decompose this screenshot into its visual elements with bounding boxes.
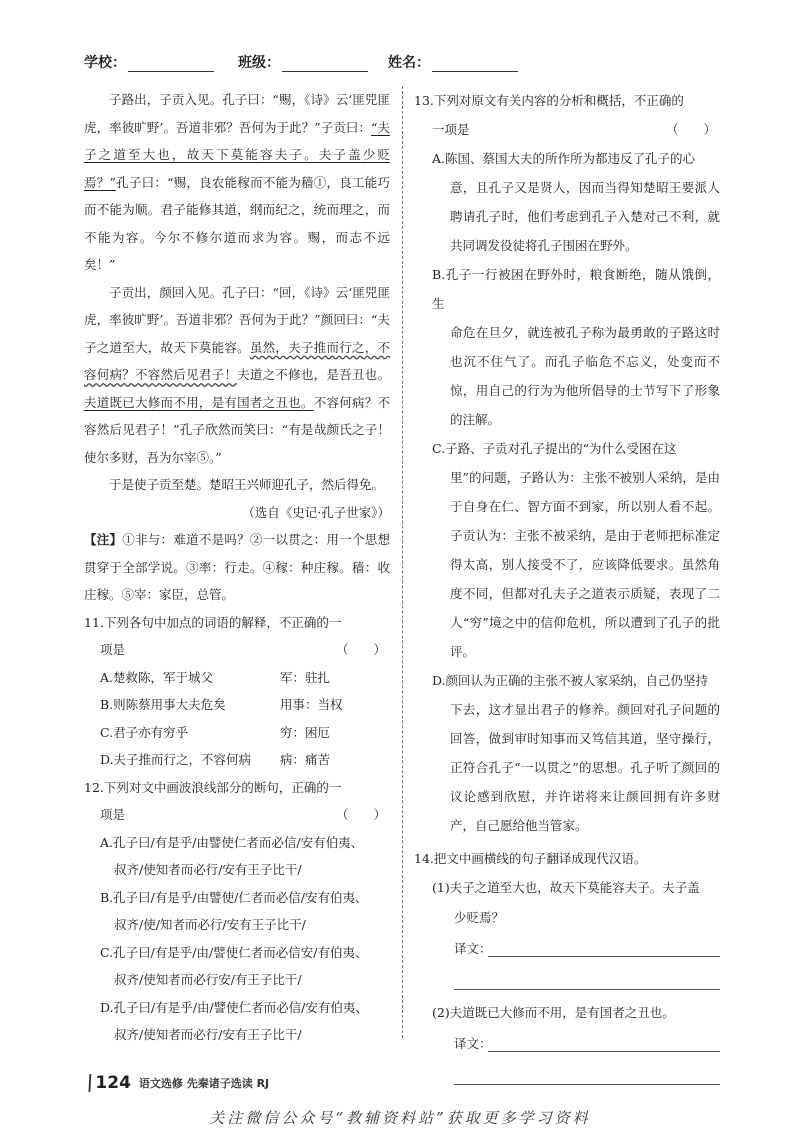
page-slash-icon: \	[81, 1070, 98, 1096]
class-label: 班级：	[238, 55, 280, 71]
translation-1-line-2[interactable]	[454, 963, 720, 990]
q12-option-b: B.孔子曰/有是乎/由譬使/仁者而必信/安有伯夷、 叔齐/使/知者而必行/安有王子比干/	[100, 889, 368, 932]
passage-paragraph-3: 于是使子贡至楚。楚昭王兴师迎孔子，然后得免。	[109, 477, 385, 492]
page-footer	[81, 1070, 270, 1096]
right-column	[414, 86, 720, 1085]
passage-paragraph-1: 子路出，子贡入见。孔子曰：“赐，《诗》云‘匪兕匪虎，率彼旷野’。吾道非邪？吾何为于此？”子贡曰：“夫子之道至大也，故天下莫能容夫子。夫子盖少贬焉？”孔子曰：“赐，良农能稼而不能为穑①，良工能巧而不能为顺。君子能修其道，纲而纪之，统而理之，而不能为容。今尔不修尔道而求为容。赐，而志不远矣！”	[84, 92, 390, 272]
student-info-header	[84, 52, 724, 74]
left-column	[84, 86, 390, 1049]
watermark-text: 关注微信公众号“教辅资料站”获取更多学习资料	[209, 1109, 591, 1127]
question-14	[414, 844, 720, 1085]
answer-bracket[interactable]: （ ）	[335, 642, 386, 657]
question-12	[84, 774, 390, 1049]
passage-paragraph-2: 子贡出，颜回入见。孔子曰：“回，《诗》云‘匪兕匪虎，率彼旷野’。吾道非邪？吾何为于此？”颜回曰：“夫子之道至大，故天下莫能容。虽然，夫子推而行之，不容何病？不容然后见君子！夫道之不修也，是吾丑也。夫道既已大修而不用，是有国者之丑也。不容何病？不容然后见君子！”孔子欣然而笑曰：“有是哉颜氏之子！使尔多财，吾为尔宰⑤。”	[84, 284, 390, 465]
school-blank[interactable]	[128, 55, 214, 72]
q13-option-b: B.孔子一行被困在野外时，粮食断绝，随从饿倒，生 命危在旦夕，就连被孔子称为最勇敢的子路这时也沉不住气了。而孔子临危不忘义，处变而不惊，用自己的行为为他所倡导的士节写下了形象的注解。	[432, 267, 720, 427]
q12-option-a: A.孔子曰/有是乎/由譬使仁者而必信/安有伯夷、 叔齐/使知者而必行/安有王子比干/	[100, 834, 364, 877]
name-blank[interactable]	[432, 55, 518, 72]
q14-sentence-2: (2)夫道既已大修而不用，是有国者之丑也。	[432, 1005, 675, 1020]
answer-bracket[interactable]: （ ）	[335, 807, 386, 822]
question-11	[84, 609, 390, 774]
notes-label: 【注】	[84, 532, 123, 547]
q13-option-a: A.陈国、蔡国大夫的所作所为都违反了孔子的心 意，且孔子又是贤人，因而当得知楚昭王要派人聘请孔子时，他们考虑到孔子入楚对己不利，就共同调发役徒将孔子围困在野外。	[432, 151, 720, 253]
wavy-underlined-text: 虽然，夫子推而行之，不容何病？不容然后见君子！	[84, 339, 390, 382]
q13-option-d: D.颜回认为正确的主张不被人家采纳，自己仍坚持 下去，这才显出君子的修养。颜回对孔子问题的回答，做到审时知事而又笃信其道，坚守操行，正符合孔子“一以贯之”的思想。孔子听了颜回的议论感到欣慰，并许诺将来让颜回拥有许多财产，自己愿给他当管家。	[432, 673, 720, 833]
q12-stem: 12.下列对文中画波浪线部分的断句，正确的一	[84, 779, 342, 795]
q11-stem-line-2: 项是 （ ）	[84, 636, 390, 664]
translation-1-line[interactable]	[454, 933, 720, 963]
annotations: 【注】①非与：难道不是吗？②一以贯之：用一个思想贯穿于全部学说。③率：行走。④稼：种庄稼。穑：收庄稼。⑤宰：家臣，总管。	[84, 532, 390, 602]
page-number: 124	[95, 1073, 131, 1093]
underlined-sentence-2: 夫道既已大修而不用，是有国者之丑也。	[84, 394, 314, 410]
question-13	[414, 86, 720, 840]
column-divider	[402, 86, 403, 1038]
q12-stem-line-2: 项是 （ ）	[84, 801, 390, 829]
q13-stem: 13.下列对原文有关内容的分析和概括，不正确的	[414, 93, 684, 108]
translation-2-line[interactable]	[454, 1028, 720, 1058]
q11-option-d: D.夫子推而行之，不容何病 病：痛苦	[100, 752, 331, 767]
q14-sentence-1: (1)夫子之道至大也，故天下莫能容夫子。夫子盖 少贬焉？	[432, 880, 700, 925]
q11-option-c: C.君子亦有穷乎 穷：困厄	[100, 724, 331, 740]
book-title: 语文选修 先秦诸子选读 RJ	[138, 1077, 270, 1090]
class-blank[interactable]	[282, 55, 368, 72]
q11-option-a: A.楚救陈，军于城父 军：驻扎	[100, 669, 331, 685]
name-label: 姓名：	[388, 55, 430, 71]
q12-option-d: D.孔子曰/有是乎/由/譬使仁者而必信/安有伯夷、 叔齐/使知者而必行/安有王子比干/	[100, 999, 368, 1042]
underlined-sentence-1: “夫子之道至大也，故天下莫能容夫子。夫子盖少贬焉？”	[84, 119, 390, 190]
q14-stem: 14.把文中画横线的句子翻译成现代汉语。	[414, 851, 647, 866]
translation-label: 译文：	[454, 1036, 492, 1051]
q12-option-c: C.孔子曰/有是乎/由/譬使仁者而必信安/有伯夷、 叔齐/使知者而必行安/有王子比干/	[100, 944, 368, 987]
q13-option-c: C.子路、子贡对孔子提出的“为什么受困在这 里”的问题，子路认为：主张不被别人采纳，是由于自身在仁、智方面不到家，所以别人看不起。子贡认为：主张不被采纳，是由于老师把标准定得太高，别人接受不了，应该降低要求。虽然角度不同，但都对孔夫子之道表示质疑，表现了二人“穷”境之中的信仰危机，所以遭到了孔子的批评。	[432, 441, 720, 659]
source-citation: （选自《史记·孔子世家》）	[242, 504, 390, 520]
translation-2-line-2[interactable]	[454, 1058, 720, 1085]
school-label: 学校：	[84, 55, 126, 71]
name-field[interactable]	[388, 52, 518, 72]
q13-stem-line-2: 一项是 （ ）	[414, 115, 720, 144]
school-field[interactable]	[84, 52, 214, 72]
translation-label: 译文：	[454, 941, 492, 956]
q11-stem: 11.下列各句中加点的词语的解释，不正确的一	[84, 614, 342, 630]
class-field[interactable]	[238, 52, 368, 72]
answer-bracket[interactable]: （ ）	[665, 122, 716, 137]
q11-option-b: B.则陈蔡用事大夫危矣 用事：当权	[100, 697, 343, 712]
